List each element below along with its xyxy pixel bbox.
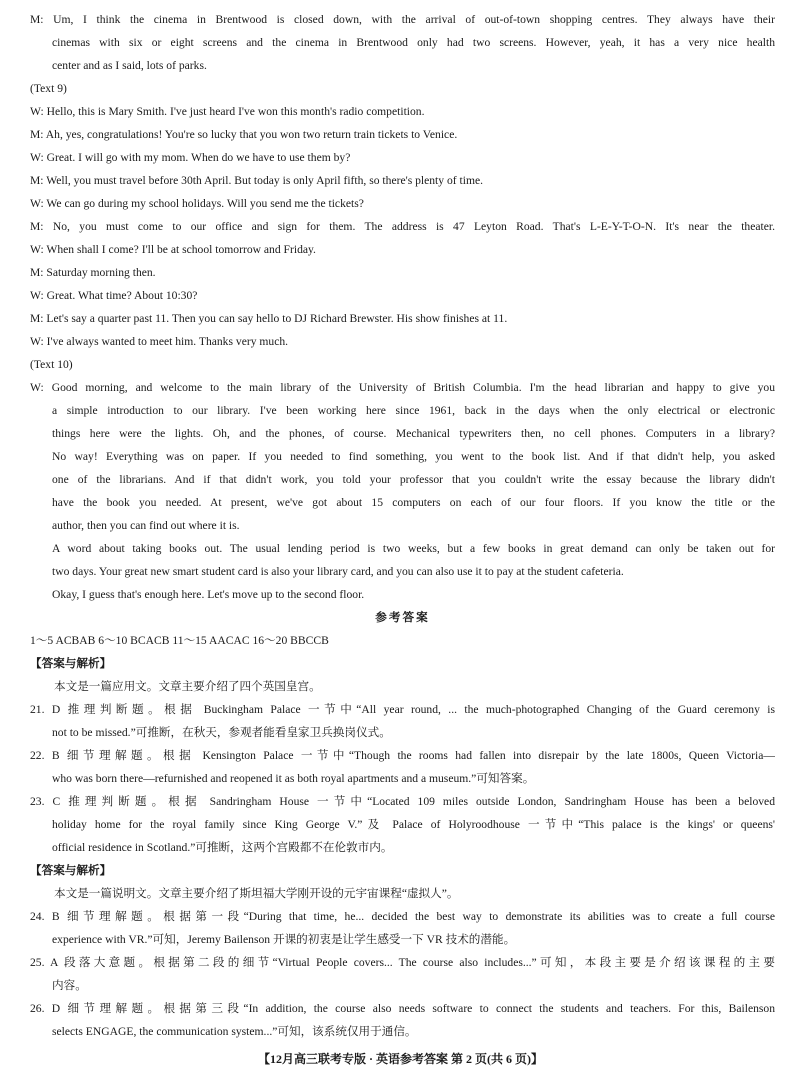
- text-line: M: Well, you must travel before 30th April. But today is only April fifth, so there's plenty of time.: [30, 174, 484, 187]
- text-line: who was born there—refurnished and reopened it as both royal apartments and a museum.”可知答案。: [52, 772, 535, 785]
- text-line: W: We can go during my school holidays. Will you send me the tickets?: [30, 197, 364, 210]
- text-line: W: Good morning, and welcome to the main library of the University of British Columbia. I'm the head librarian and happy to give you: [30, 381, 775, 394]
- text-line: 23. C 推理判断题。根据 Sandringham House 一节中“Located 109 miles outside London, Sandringham House has been a beloved: [30, 795, 775, 808]
- text-line: W: Hello, this is Mary Smith. I've just heard I've won this month's radio competition.: [30, 105, 425, 118]
- text-line: Okay, I guess that's enough here. Let's move up to the second floor.: [52, 588, 365, 601]
- text-line: two days. Your great new smart student card is also your library card, and you can also use it to pay at the student cafeteria.: [52, 565, 624, 578]
- text-line: M: Let's say a quarter past 11. Then you can say hello to DJ Richard Brewster. His show finishes at 11.: [30, 312, 508, 325]
- text-line: W: Great. I will go with my mom. When do we have to use them by?: [30, 151, 351, 164]
- text-line: M: Um, I think the cinema in Brentwood is closed down, with the arrival of out-of-town shopping centres. They always have their: [30, 13, 775, 26]
- text-line: selects ENGAGE, the communication system...”可知，该系统仅用于通信。: [52, 1025, 417, 1038]
- text-line: M: Saturday morning then.: [30, 266, 156, 279]
- text-line: 本文是一篇应用文。文章主要介绍了四个英国皇宫。: [54, 680, 321, 693]
- text-line: holiday home for the royal family since King George V.”及 Palace of Holyroodhouse 一节中“This palace is the kings' or queens': [52, 818, 775, 831]
- text-line: author, then you can find out where it is.: [52, 519, 240, 532]
- text-line: official residence in Scotland.”可推断，这两个宫殿都不在伦敦市内。: [52, 841, 393, 854]
- text-line: a simple introduction to our library. I've been working here since 1961, back in the days when the only electrical or electronic: [52, 404, 775, 417]
- text-line: 【答案与解析】: [30, 864, 112, 877]
- text-line: have the book you needed. At present, we've got about 15 computers on each of our four floors. If you know the title or the: [52, 496, 775, 509]
- text-line: cinemas with six or eight screens and the cinema in Brentwood only had two screens. However, yeah, it has a very nice health: [52, 36, 775, 49]
- page-footer: 【12月高三联考专版 · 英语参考答案 第 2 页(共 6 页)】: [258, 1052, 543, 1066]
- text-line: experience with VR.”可知，Jeremy Bailenson 开课的初衷是让学生感受一下 VR 技术的潜能。: [52, 933, 516, 946]
- text-line: W: Great. What time? About 10:30?: [30, 289, 198, 302]
- text-line: W: I've always wanted to meet him. Thanks very much.: [30, 335, 289, 348]
- text-line: 参考答案: [375, 611, 430, 624]
- text-line: No way! Everything was on paper. If you needed to find something, you went to the book list. And if that didn't help, you asked: [52, 450, 775, 463]
- text-line: M: No, you must come to our office and sign for them. The address is 47 Leyton Road. That's L-E-Y-T-O-N. It's near the theater.: [30, 220, 775, 233]
- text-line: 内容。: [52, 979, 87, 992]
- text-line: not to be missed.”可推断，在秋天，参观者能看皇家卫兵换岗仪式。: [52, 726, 391, 739]
- document-page: [30, 8, 775, 1043]
- text-line: 25. A 段落大意题。根据第二段的细节“Virtual People covers... The course also includes...”可知，本段主要是介绍该课程的主要: [30, 956, 775, 969]
- text-line: things here were the lights. Oh, and the phones, of course. Mechanical typewriters then, no cell phones. Computers in a library?: [52, 427, 775, 440]
- text-line: 本文是一篇说明文。文章主要介绍了斯坦福大学刚开设的元宇宙课程“虚拟人”。: [54, 887, 459, 900]
- text-line: A word about taking books out. The usual lending period is two weeks, but a few books in great demand can only be taken out for: [52, 542, 775, 555]
- text-line: 21. D 推理判断题。根据 Buckingham Palace 一节中“All year round, ... the much-photographed Changing of the Guard ceremony is: [30, 703, 775, 716]
- text-line: (Text 9): [30, 82, 67, 95]
- text-line: 22. B 细节理解题。根据 Kensington Palace 一节中“Though the rooms had fallen into disrepair by the late 1800s, Queen Victoria—: [30, 749, 775, 762]
- text-line: one of the librarians. And if that didn't work, you told your professor that you couldn't write the essay because the library didn't: [52, 473, 775, 486]
- text-line: 【答案与解析】: [30, 657, 112, 670]
- text-line: 26. D 细节理解题。根据第三段“In addition, the course also needs software to connect the students and teachers. For this, Bailenson: [30, 1002, 775, 1015]
- text-line: M: Ah, yes, congratulations! You're so lucky that you won two return train tickets to Venice.: [30, 128, 458, 141]
- text-line: 1～5 ACBAB 6～10 BCACB 11～15 AACAC 16～20 BBCCB: [30, 634, 329, 647]
- text-line: center and as I said, lots of parks.: [52, 59, 207, 72]
- text-line: (Text 10): [30, 358, 73, 371]
- text-line: W: When shall I come? I'll be at school tomorrow and Friday.: [30, 243, 316, 256]
- text-line: 24. B 细节理解题。根据第一段“During that time, he... decided the best way to demonstrate its abilities was to create a full course: [30, 910, 775, 923]
